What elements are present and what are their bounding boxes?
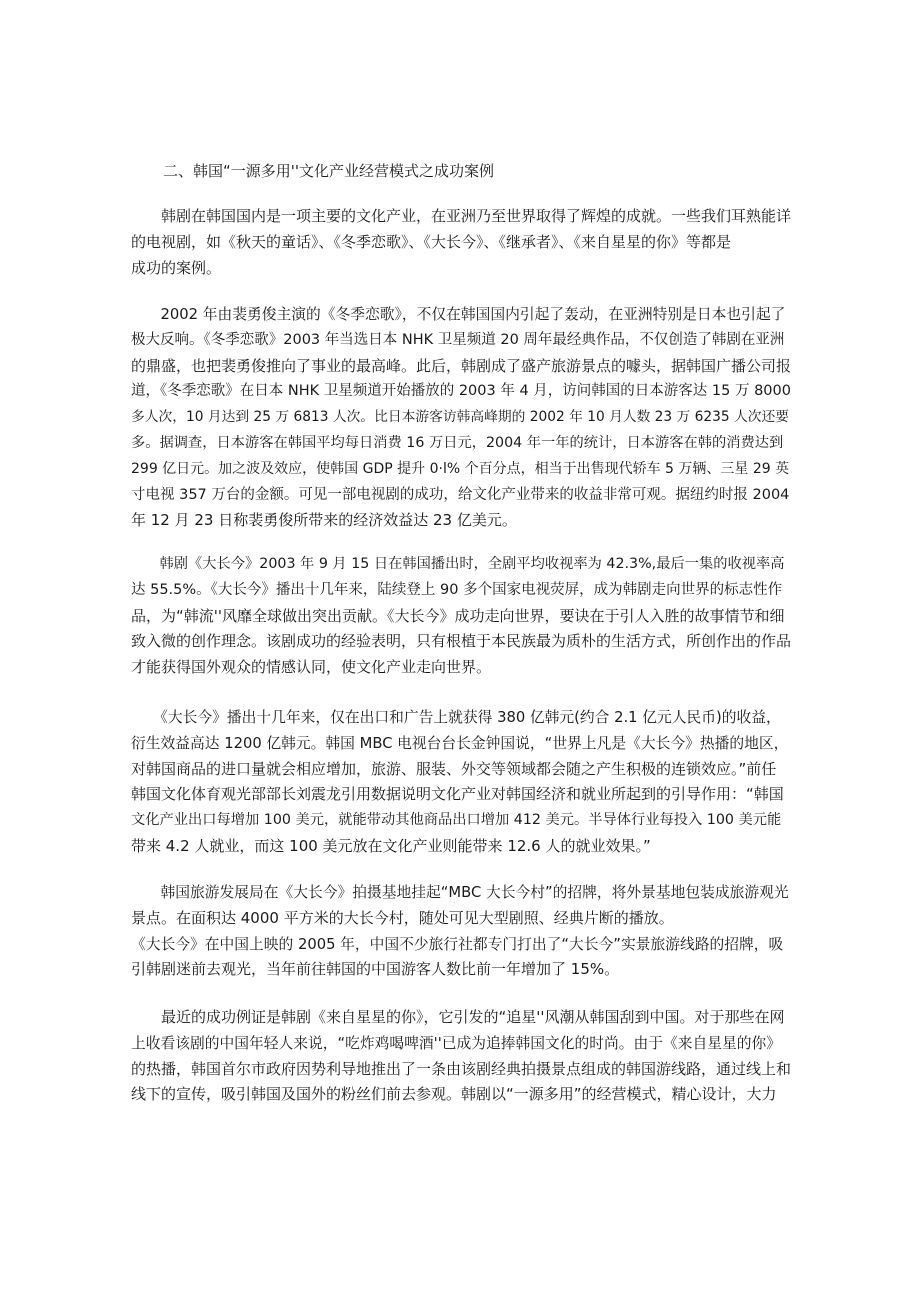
paragraph-line: 引韩剧迷前去观光，当年前往韩国的中国游客人数比前一年增加了 15%。 (131, 960, 620, 979)
paragraph-tourism (131, 880, 791, 983)
paragraph-line: 的电视剧，如《秋天的童话》、《冬季恋歌》、《大长今》、《继承者》、《来自星星的你》等都是 (131, 232, 732, 251)
paragraph-line: 韩剧《大长今》2003 年 9 月 15 日在韩国播出时，全剧平均收视率为 42.3%,最后一集的收视率高 (131, 556, 785, 572)
paragraph-line: 成功的案例。 (131, 258, 222, 277)
paragraph-line: 才能获得国外观众的情感认同，使文化产业走向世界。 (131, 658, 492, 677)
paragraph-line: 带来 4.2 人就业，而这 100 美元放在文化产业则能带来 12.6 人的就业效果。” (131, 836, 651, 855)
paragraph-winter-sonata (131, 302, 791, 534)
paragraph-line: 最近的成功例证是韩剧《来自星星的你》，它引发的“追星''风潮从韩国刮到中国。对于那些在网 (131, 1008, 785, 1026)
paragraph-line: 景点。在面积达 4000 平方米的大长今村，随处可见大型剧照、经典片断的播放。 (131, 908, 674, 927)
paragraph-line: 多人次，10 月达到 25 万 6813 人次。比日本游客访韩高峰期的 2002 年 10 月人数 23 万 6235 人次还要 (131, 409, 790, 426)
paragraph-line: 极大反响。《冬季恋歌》2003 年当选日本 NHK 卫星频道 20 周年最经典作品，不仅创造了韩剧在亚洲 (131, 331, 785, 348)
paragraph-line: 衍生效益高达 1200 亿韩元。韩国 MBC 电视台台长金钟国说，“世界上凡是《大长今》热播的地区， (131, 734, 789, 752)
paragraph-line: 的热播，韩国首尔市政府因势利导地推出了一条由该剧经典拍摄景点组成的韩国游线路，通过线上和 (131, 1059, 791, 1078)
paragraph-line: 对韩国商品的进口量就会相应增加，旅游、服装、外交等领域都会随之产生积极的连锁效应。”前任 (131, 759, 777, 778)
paragraph-line: 文化产业出口每增加 100 美元，就能带动其他商品出口增加 412 美元。半导体行业每投入 100 美元能 (131, 812, 782, 829)
paragraph-line: 2002 年由裴勇俊主演的《冬季恋歌》，不仅在韩国国内引起了轰动，在亚洲特别是日本也引起了 (131, 306, 786, 323)
paragraph-line: 线下的宣传，吸引韩国及国外的粉丝们前去参观。韩剧以“一源多用”的经营模式，精心设计，大力 (131, 1085, 777, 1104)
section-heading: 二、韩国“一源多用''文化产业经营模式之成功案例 (163, 162, 495, 180)
paragraph-line: 道，《冬季恋歌》在日本 NHK 卫星频道开始播放的 2003 年 4 月，访问韩国的日本游客达 15 万 8000 (131, 383, 791, 400)
paragraph-line: 多。据调查，日本游客在韩国平均每日消费 16 万日元，2004 年一年的统计，日本游客在韩的消费达到 (131, 434, 784, 451)
paragraph-line: 韩国文化体育观光部部长刘震龙引用数据说明文化产业对韩国经济和就业所起到的引导作用：“韩国 (131, 785, 784, 804)
paragraph-dae-jang-geum (131, 552, 791, 681)
paragraph-line: 韩国旅游发展局在《大长今》拍摄基地挂起“MBC 大长今村”的招牌，将外景基地包装成旅游观光 (131, 884, 789, 901)
paragraph-line: 299 亿日元。加之波及效应，使韩国 GDP 提升 0·l% 个百分点，相当于出售现代轿车 5 万辆、三星 29 英 (131, 460, 790, 477)
paragraph-line: 品，为“韩流''风靡全球做出突出贡献。《大长今》成功走向世界，要诀在于引人入胜的故事情节和细 (131, 606, 785, 625)
paragraph-line: 寸电视 357 万台的金额。可见一部电视剧的成功，给文化产业带来的收益非常可观。据纽约时报 2004 (131, 486, 790, 503)
paragraph-line: 的鼎盛，也把裴勇俊推向了事业的最高峰。此后，韩剧成了盛产旅游景点的噱头，据韩国广播公司报 (131, 356, 791, 375)
paragraph-line: 韩剧在韩国国内是一项主要的文化产业，在亚洲乃至世界取得了辉煌的成就。一些我们耳熟能详 (131, 207, 791, 225)
paragraph-line: 《大长今》在中国上映的 2005 年，中国不少旅行社都专门打出了“大长今”实景旅游线路的招牌，吸 (131, 935, 784, 953)
paragraph-line: 上收看该剧的中国年轻人来说，“吃炸鸡喝啤酒''已成为追捧韩国文化的时尚。由于《来自星星的你》 (131, 1034, 782, 1052)
paragraph-line: 《大长今》播出十几年来，仅在出口和广告上就获得 380 亿韩元(约合 2.1 亿元人民币)的收益， (131, 709, 781, 726)
paragraph-star-drama (131, 1005, 791, 1108)
paragraph-line: 年 12 月 23 日称裴勇俊所带来的经济效益达 23 亿美元。 (131, 511, 517, 530)
paragraph-intro (131, 204, 791, 281)
paragraph-line: 达 55.5%。《大长今》播出十几年来，陆续登上 90 多个国家电视荧屏，成为韩剧走向世界的标志性作 (131, 581, 783, 598)
paragraph-economic-effect (131, 705, 791, 860)
paragraph-line: 致入微的创作理念。该剧成功的经验表明，只有根植于本民族最为质朴的生活方式，所创作出的作品 (131, 632, 791, 651)
